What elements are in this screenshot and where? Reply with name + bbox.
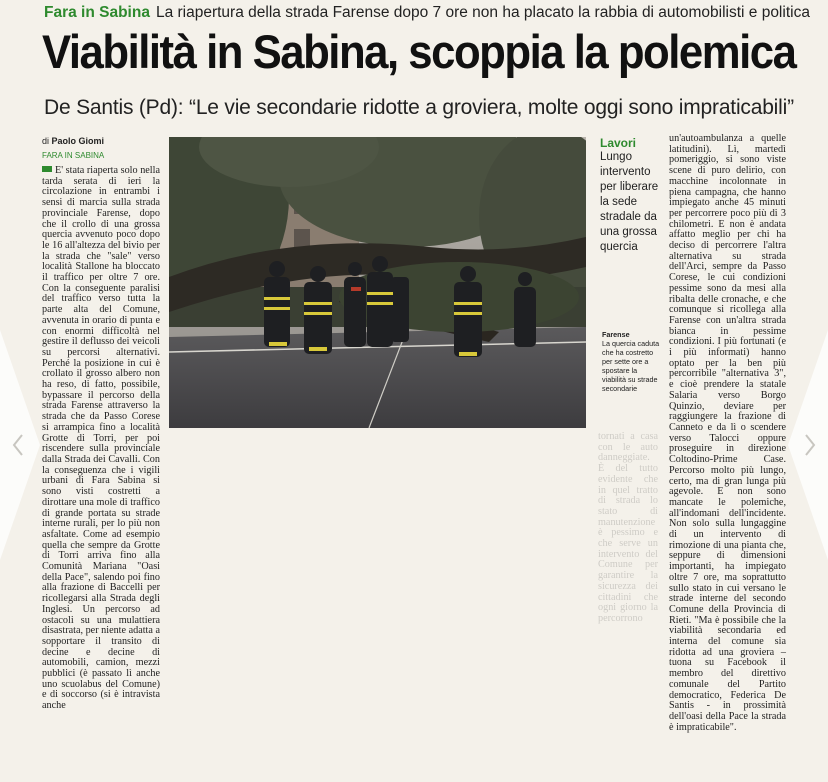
article-column-1 [42, 166, 160, 712]
article-text-col2: tornati a casa con le auto danneggiate. È del tutto evidente che in quel tratto di strada lo stato di manutenzione è pessimo e che serve un intervento del Comune per garantire la sicurezza dei cittadini che ogni giorno la percorrono [598, 432, 658, 624]
paragraph-marker-icon [42, 166, 52, 172]
article-photo [169, 137, 586, 428]
subheadline: De Santis (Pd): “Le vie secondarie ridotte a groviera, molte oggi sono impraticabili” [44, 96, 794, 119]
kicker [44, 4, 810, 22]
previous-page-arrow-icon[interactable] [0, 330, 40, 560]
caption-secondary-body: La quercia caduta che ha costretto per sette ore a spostare la viabilità su strade secondarie [602, 339, 660, 393]
byline-prefix: di [42, 136, 50, 146]
caption-body: Lungo intervento per liberare la sede stradale da una grossa quercia [600, 151, 659, 253]
article-column-2-faded [598, 432, 658, 772]
page-fade-overlay [169, 580, 594, 775]
dateline-location: FARA IN SABINA [42, 151, 105, 160]
byline-author: Paolo Giomi [51, 136, 105, 146]
photo-caption-main [600, 136, 664, 255]
caption-secondary-title: Farense [602, 330, 630, 339]
byline [42, 136, 104, 146]
photo-fallen-oak-firefighters [169, 137, 586, 428]
headline: Viabilità in Sabina, scoppia la polemica [42, 25, 796, 78]
article-column-3 [669, 134, 786, 733]
article-text-col1: E' stata riaperta solo nella tarda serata di ieri la circolazione in entrambi i sensi di marcia sulla strada provinciale Farense, dopo che il crollo di una grossa quercia avvenuto poco dopo le 16 all'altezza del bivio per la strada che "sale" verso località Stallone ha bloccato il traffico per oltre 7 ore. Con la conseguente paralisi del traffico verso tutta la parte alta del Comune, avvenuta in orario di punta e con enormi difficoltà nel gestire il deflusso dei veicoli su percorsi alternativi. Perché la posizione in cui è crollato il grosso albero non ha reso, di fatto, possibile, bypassare il percorso della strada Farense attraverso la strada che da Passo Corese si arrampica fino a località Grotte di Torri, per poi riscendere sulla provinciale dalla Strada dei Cavalli. Con la conseguenza che i vigili urbani di Fara Sabina si sono visti costretti a dirottare una mole di traffico di grande portata su strade interne rurali, per lo più non asfaltate. Come ad esempio quella che sempre da Grotte di Torri arriva fino alla Comunità Mariana "Oasi della Pace", salendo poi fino alla frazione di Baccelli per ricollegarsi alla Strada degli Inglesi. Un percorso ad ostacoli su una mulattiera disastrata, per niente adatta a sopportare il transito di decine e decine di automobili, camion, mezzi pubblici (è passato lì anche uno scuolabus del Comune) e di soccorso (si è intravista anche [42, 165, 160, 712]
next-page-arrow-icon[interactable] [788, 330, 828, 560]
kicker-section: Fara in Sabina [44, 4, 150, 21]
photo-caption-secondary [602, 330, 662, 393]
kicker-text: La riapertura della strada Farense dopo 7 ore non ha placato la rabbia di automobilisti e politica [155, 4, 810, 21]
article-text-col3: un'autoambulanza a quelle latitudini). Lì, martedì pomeriggio, si sono viste scene di puro delirio, con macchine incolonnate in piena campagna, che hanno impiegato anche 45 minuti per percorrere poco più di 3 chilometri. E non è andata affatto meglio per chi ha deciso di percorrere l'altra alternativa su strada dell'Arci, sempre da Passo Corese, le cui condizioni pessime sono da mesi alla ribalta delle cronache, e che comunque si ricollega alla Farense con un'altra strada bianca in pessime condizioni. I più fortunati (e i più informati) hanno optato per la ben più percorribile "alternativa 3", e cioè prendere la statale Salaria verso Borgo Quinzio, deviare per raggiungere la frazione di Canneto e da lì o scendere verso Talocci oppure proseguire in direzione Coltodino-Prime Case. Percorso molto più lungo, certo, ma di gran lunga più agevole. E non sono mancate le polemiche, all'indomani dell'incidente. Non solo sulla lungaggine di un intervento di rimozione di una pianta che, seppure di dimensioni importanti, ha impiegato oltre 7 ore, ma soprattutto sullo stato in cui versano le strade interne del secondo Comune della Provincia di Rieti. "Ma è possibile che la viabilità secondaria ed interna del comune sia ridotta ad una groviera – tuona su Facebook il membro del direttivo comunale del Partito democratico, Federica De Santis - in prossimità dell'oasi della Pace la strada è impraticabile". [669, 133, 786, 733]
caption-title: Lavori [600, 136, 637, 150]
